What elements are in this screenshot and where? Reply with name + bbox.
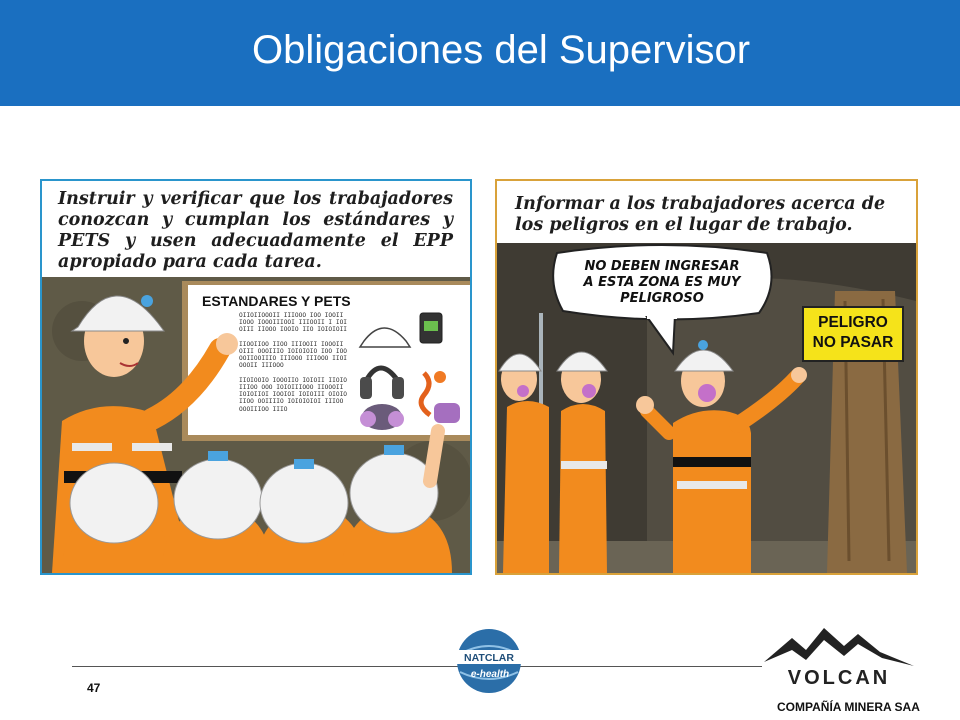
- speech-line: NO DEBEN INGRESAR: [584, 259, 740, 274]
- volcan-logo: [762, 618, 916, 686]
- footer-divider: [72, 666, 762, 667]
- comic-illustration-inform: [497, 181, 916, 573]
- title-bar: [0, 0, 960, 106]
- caption-instruct: Instruir y verificar que los trabajadores conozcan y cumplan los estándares y PETS y usen adecuadamente el EPP apropiado para cada tarea.: [58, 189, 453, 272]
- speech-line: PELIGROSO: [620, 291, 704, 306]
- slide-title: Obligaciones del Supervisor: [252, 28, 751, 72]
- danger-sign-line: NO PASAR: [812, 334, 894, 351]
- comic-panel-inform: [495, 179, 918, 575]
- natclar-logo: [456, 628, 522, 694]
- natclar-logo-subtext: e-health: [470, 669, 510, 680]
- natclar-logo-text: NATCLAR: [464, 652, 514, 664]
- page-number: 47: [87, 681, 101, 695]
- speech-line: A ESTA ZONA ES MUY: [583, 275, 741, 290]
- danger-sign-line: PELIGRO: [818, 314, 888, 331]
- danger-sign: [807, 313, 899, 353]
- caption-inform: Informar a los trabajadores acerca de los peligros en el lugar de trabajo.: [515, 194, 886, 235]
- board-title: ESTANDARES Y PETS: [202, 293, 351, 309]
- company-name: COMPAÑÍA MINERA SAA: [777, 700, 920, 714]
- board-text: OIIOIIOOOII IIIOOO IOO IOOII IOOO IOOOIIIOOI IIIOOII I IOI OIII IIOOO IOOIO IIO IOIOIOII IIOOIIOO IIOO IIIOOII IOOOII OIII OOOIIIO IOIOIOIO IOO IOO OOIIOOIIIO IIIOOO IIIOOO IIOI OOOII IIIOOO IIOIOOIO IOOOIIO IOIOII IIOIO IIIOO OOO IOIOIIIOOO IIOOOII IOIOIIOI IOOIOI IOIOIII OIOIO IIOO OOIIIIO IOIOIOIOI IIIOO OOOIIIOO IIIO: [239, 312, 348, 413]
- speech-bubble-text: [569, 259, 755, 307]
- volcan-logo-text: VOLCAN: [787, 667, 891, 686]
- comic-panel-instruct: [40, 179, 472, 575]
